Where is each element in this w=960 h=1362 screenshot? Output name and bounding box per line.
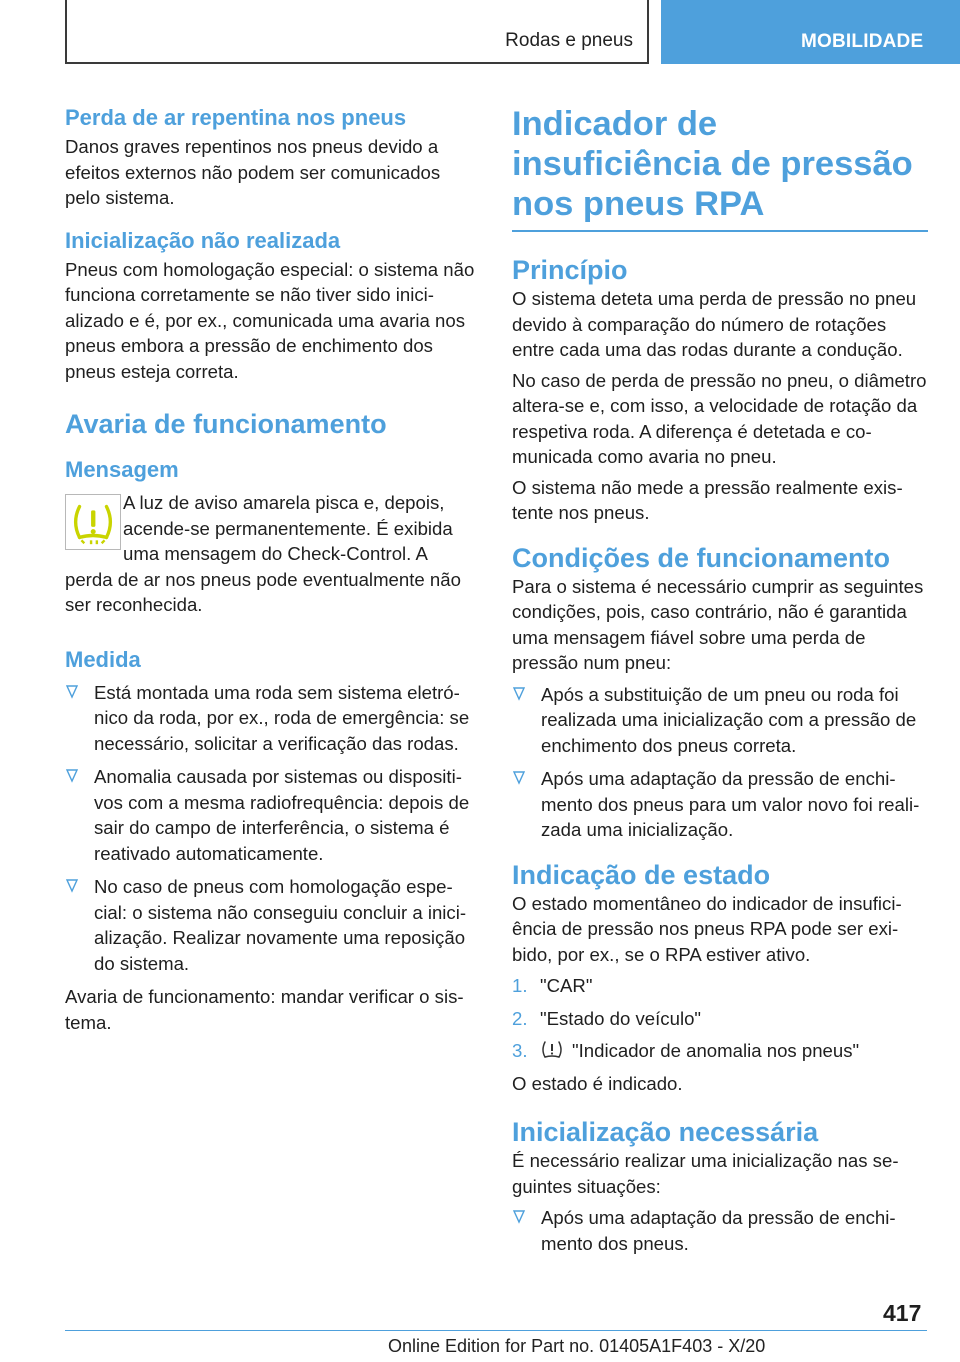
para-estado-after: O estado é indicado.: [512, 1072, 683, 1094]
list-item: [65, 874, 477, 976]
step-text: "Estado do veículo": [540, 1007, 702, 1029]
list-item-text: Após a substituição de um pneu ou roda foi realizada uma inicialização com a pressão de enchimento dos pneus correta.: [541, 683, 917, 756]
header-section-box: [65, 0, 649, 64]
heading-perda: Perda de ar repentina nos pneus: [65, 105, 407, 130]
list-item: [65, 680, 477, 757]
triangle-bullet-icon: [513, 687, 525, 701]
heading-inicializacao-necessaria: Inicialização necessária: [512, 1117, 819, 1147]
heading-condicoes: Condições de funcionamento: [512, 542, 891, 573]
heading-avaria: Avaria de funcionamento: [65, 409, 387, 439]
para-principio-2: No caso de perda de pressão no pneu, o diâmetro altera-se e, com isso, a velocidade de rotação da respetiva roda. A diferença é detetada e comunicada como avaria no pneu.: [512, 369, 927, 467]
footer-edition: Online Edition for Part no. 01405A1F403 - X/20: [388, 1336, 766, 1356]
step-text: "CAR": [540, 975, 593, 996]
list-item: [512, 682, 928, 759]
step-item: [512, 1006, 928, 1032]
para-mensagem-text: A luz de aviso amarela pisca e, depois, acende-se permanentemente. É exibida uma mensagem do Check-Control. A perda de ar nos pneus pode eventualmente não ser reconhecida.: [65, 492, 461, 615]
condicoes-list: [512, 682, 928, 843]
step-number: 2.: [512, 1007, 528, 1029]
triangle-bullet-icon: [66, 879, 78, 893]
list-item-text: Após uma adaptação da pressão de enchimento dos pneus para um valor novo foi realizada uma inicialização.: [541, 768, 920, 840]
para-condicoes: Para o sistema é necessário cumprir as seguintes condições, pois, caso contrário, não é garantida uma mensagem fiável sobre uma perda de pressão num pneu:: [512, 575, 924, 673]
page-number: 417: [883, 1300, 922, 1326]
tire-pressure-warning-icon: [65, 494, 121, 550]
list-item: [512, 1205, 928, 1256]
para-mensagem: [65, 490, 477, 618]
heading-inicializacao: Inicialização não realizada: [65, 227, 341, 253]
header-chapter-tab: [661, 0, 960, 64]
triangle-bullet-icon: [66, 769, 78, 783]
medida-list: [65, 680, 477, 977]
message-block: [65, 490, 477, 618]
left-column: [65, 104, 477, 1040]
footer-rule: [65, 1330, 927, 1331]
list-item-text: No caso de pneus com homologação especial: o sistema não conseguiu concluir a inicialização. Realizar novamente uma reposição do sistema.: [94, 876, 467, 974]
para-principio-1: O sistema deteta uma perda de pressão no pneu devido à comparação do número de rotações entre cada uma das rodas durante a condução.: [512, 288, 917, 360]
list-item-text: Está montada uma roda sem sistema eletrónico da roda, por ex., roda de emergência: se necessário, solicitar a verificação das rodas.: [94, 681, 470, 754]
para-perda: Danos graves repentinos nos pneus devido a efeitos externos não podem ser comunicados pelo sistema.: [65, 136, 441, 208]
header-section-label: Rodas e pneus: [505, 30, 633, 51]
para-principio-3: O sistema não mede a pressão realmente existente nos pneus.: [512, 476, 903, 523]
right-column: [512, 104, 928, 1264]
list-item: [512, 766, 928, 843]
para-inicializacao: Pneus com homologação especial: o sistema não funciona corretamente se não tiver sido inicializado e é, por ex., comunicada uma avaria nos pneus embora a pressão de enchimento dos pneus esteja correta.: [65, 258, 475, 382]
list-item-text: Após uma adaptação da pressão de enchimento dos pneus.: [541, 1207, 896, 1254]
heading-estado: Indicação de estado: [512, 859, 771, 890]
step-item: [512, 973, 928, 999]
header-chapter-label: MOBILIDADE: [801, 31, 924, 52]
step-number: 1.: [512, 975, 528, 996]
tire-anomaly-icon: [540, 1039, 564, 1061]
step-item: [512, 1038, 928, 1064]
para-final: Avaria de funcionamento: mandar verificar o sistema.: [65, 986, 464, 1033]
triangle-bullet-icon: [513, 771, 525, 785]
estado-steps: [512, 973, 928, 1064]
step-number: 3.: [512, 1040, 528, 1061]
list-item: [65, 764, 477, 866]
para-estado: O estado momentâneo do indicador de insuficiência de pressão nos pneus RPA pode ser exibido, por ex., se o RPA estiver ativo.: [512, 892, 902, 965]
inicializacao-list: [512, 1205, 928, 1256]
step-text: "Indicador de anomalia nos pneus": [572, 1040, 860, 1061]
para-inicializacao-necessaria: É necessário realizar uma inicialização nas seguintes situações:: [512, 1150, 899, 1197]
heading-principio: Princípio: [512, 255, 628, 285]
triangle-bullet-icon: [513, 1210, 525, 1224]
heading-medida: Medida: [65, 646, 141, 672]
main-title: Indicador de insuficiência de pressão nos pneus RPA: [512, 104, 928, 232]
list-item-text: Anomalia causada por sistemas ou dispositivos com a mesma radiofrequência: depois de sair do campo de interferência, o sistema é reativado automaticamente.: [94, 766, 470, 864]
heading-mensagem: Mensagem: [65, 457, 179, 482]
triangle-bullet-icon: [66, 685, 78, 699]
